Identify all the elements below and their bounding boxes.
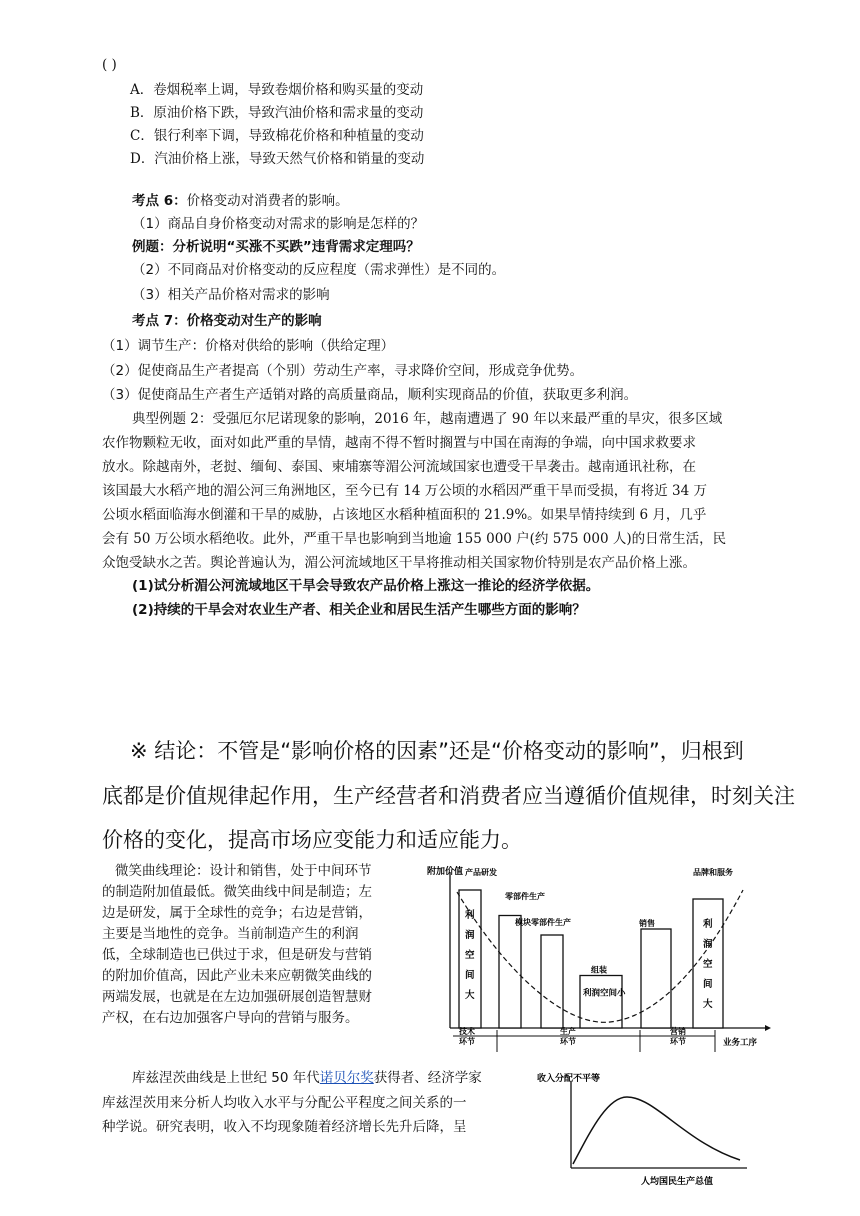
example2-line-2: 农作物颗粒无收，面对如此严重的旱情，越南不得不暂时搁置与中国在南海的争端，向中国求救要求: [102, 435, 696, 451]
kaodian6-example: 例题：分析说明“买涨不买跌”违背需求定理吗？: [132, 239, 420, 255]
kaodian6-label: 考点 6：: [132, 193, 187, 209]
smile-line-5: 低，全球制造也已供过于求，但是研发与营销: [102, 947, 372, 963]
example2-question-1: (1)试分析湄公河流域地区干旱会导致农产品价格上涨这一推论的经济学依据。: [132, 578, 600, 594]
example2-line-3: 放水。除越南外，老挝、缅甸、泰国、柬埔寨等湄公河流域国家也遭受干旱袭击。越南通讯社称，在: [102, 459, 696, 475]
kuznets-y-axis-label: 收入分配不平等: [537, 1074, 601, 1084]
kuznets-line-1-post: 获得者、经济学家: [373, 1070, 482, 1086]
conclusion-line-2: 底都是价值规律起作用，生产经营者和消费者应当遵循价值规律，时刻关注: [102, 784, 795, 808]
smile-bar-label-1: 产品研发: [465, 868, 497, 877]
example2-question-2: (2)持续的干旱会对农业生产者、相关企业和居民生活产生哪些方面的影响？: [132, 602, 586, 618]
smile-bar-2: [499, 916, 521, 1029]
kaodian6-line1: （1）商品自身价格变动对需求的影响是怎样的？: [132, 216, 425, 232]
kaodian6-heading: [132, 192, 349, 210]
smile-paragraph: [102, 861, 432, 1029]
kaodian7-item-1: （1）调节生产：价格对供给的影响（供给定理）: [102, 338, 395, 354]
conclusion-line-3: 价格的变化，提高市场应变能力和适应能力。: [102, 828, 522, 852]
smile-bar-label-3: 模块零部件生产: [515, 918, 571, 927]
smile-bar-inner-6: 利润空间大: [703, 919, 713, 1010]
example2-line-1: 典型例题 2：受强厄尔尼诺现象的影响，2016 年，越南遭遇了 90 年以来最严重的旱灾，很多区域: [132, 411, 723, 427]
kaodian7-item-3: （3）促使商品生产者生产适销对路的高质量商品，顺利实现商品的价值，获取更多利润。: [102, 387, 638, 403]
nobel-prize-link[interactable]: 诺贝尔奖: [319, 1070, 374, 1086]
option-d: D．汽油价格上涨，导致天然气价格和销量的变动: [130, 151, 425, 167]
kaodian6-line3: （3）相关产品价格对需求的影响: [132, 287, 330, 303]
smile-stage-2: 生产环节: [560, 1027, 576, 1046]
option-a: A．卷烟税率上调，导致卷烟价格和购买量的变动: [130, 82, 424, 98]
smile-line-3: 边是研发，属于全球性的竞争；右边是营销，: [102, 905, 372, 921]
kuznets-x-axis-label: 人均国民生产总值: [641, 1177, 714, 1187]
kuznets-curve: [573, 1097, 740, 1164]
smile-x-arrow: [765, 1025, 771, 1031]
smile-bar-3: [541, 935, 563, 1028]
smile-x-axis-label: 业务工序: [723, 1038, 758, 1048]
smile-line-1: 微笑曲线理论：设计和销售，处于中间环节: [115, 863, 372, 879]
kuznets-line-2: 库兹涅茨用来分析人均收入水平与分配公平程度之间关系的一: [102, 1095, 467, 1111]
smile-line-4: 主要是当地性的竞争。当前制造产生的利润: [102, 926, 359, 942]
smile-curve-diagram: [425, 862, 775, 1052]
option-c: C．银行利率下调，导致棉花价格和种植量的变动: [130, 128, 424, 144]
smile-bar-label-5: 销售: [639, 919, 655, 928]
smile-y-axis-label: 附加价值: [427, 867, 464, 877]
kaodian7-title: 考点 7：价格变动对生产的影响: [132, 313, 322, 329]
kaodian7-item-2: （2）促使商品生产者提高（个别）劳动生产率，寻求降价空间，形成竞争优势。: [102, 363, 584, 379]
kuznets-line-3: 种学说。研究表明，收入不均现象随着经济增长先升后降，呈: [102, 1119, 467, 1135]
smile-bars: [459, 867, 733, 1028]
example2-line-4: 该国最大水稻产地的湄公河三角洲地区，至今已有 14 万公顷的水稻因严重干旱而受损，有将近 34 万: [102, 483, 708, 499]
smile-stage-3: 营销环节: [670, 1027, 686, 1046]
smile-bar-label-4: 组装: [591, 965, 607, 975]
conclusion-line-1: ※ 结论：不管是“影响价格的因素”还是“价格变动的影响”，归根到: [130, 739, 744, 763]
kuznets-curve-diagram: [535, 1072, 755, 1194]
kuznets-line-1-pre: 库兹涅茨曲线是上世纪 50 年代: [132, 1070, 320, 1086]
kuznets-line-1: [132, 1069, 482, 1087]
smile-bar-5: [641, 929, 671, 1028]
smile-line-7: 两端发展，也就是在左边加强研展创造智慧财: [102, 989, 372, 1005]
kaodian6-line2: （2）不同商品对价格变动的反应程度（需求弹性）是不同的。: [132, 262, 506, 278]
answer-paren: ( ): [102, 57, 117, 73]
smile-bar-inner-1: 利润空间大: [465, 910, 475, 1001]
option-b: B．原油价格下跌，导致汽油价格和需求量的变动: [130, 105, 424, 121]
example2-line-6: 会有 50 万公顷水稻绝收。此外，严重干旱也影响到当地逾 155 000 户(约 575 000 人)的日常生活，民: [102, 531, 727, 547]
smile-line-2: 的制造附加值最低。微笑曲线中间是制造；左: [102, 884, 372, 900]
smile-bar-label-2: 零部件生产: [505, 892, 545, 901]
example2-line-5: 公顷水稻面临海水倒灌和干旱的威胁，占该地区水稻种植面积的 21.9%。如果旱情持续到 6 月，几乎: [102, 507, 707, 523]
smile-stage-1: 技术环节: [459, 1027, 475, 1046]
smile-line-8: 产权，在右边加强客户导向的营销与服务。: [102, 1010, 359, 1026]
kaodian6-title: 价格变动对消费者的影响。: [186, 193, 349, 209]
smile-line-6: 的附加价值高，因此产业未来应朝微笑曲线的: [102, 968, 372, 984]
smile-bar-label-6: 品牌和服务: [693, 868, 733, 877]
example2-line-7: 众饱受缺水之苦。舆论普遍认为，湄公河流域地区干旱将推动相关国家物价特别是农产品价格上涨。: [102, 555, 696, 571]
smile-bar-inner-4: 利润空间小: [583, 988, 626, 999]
